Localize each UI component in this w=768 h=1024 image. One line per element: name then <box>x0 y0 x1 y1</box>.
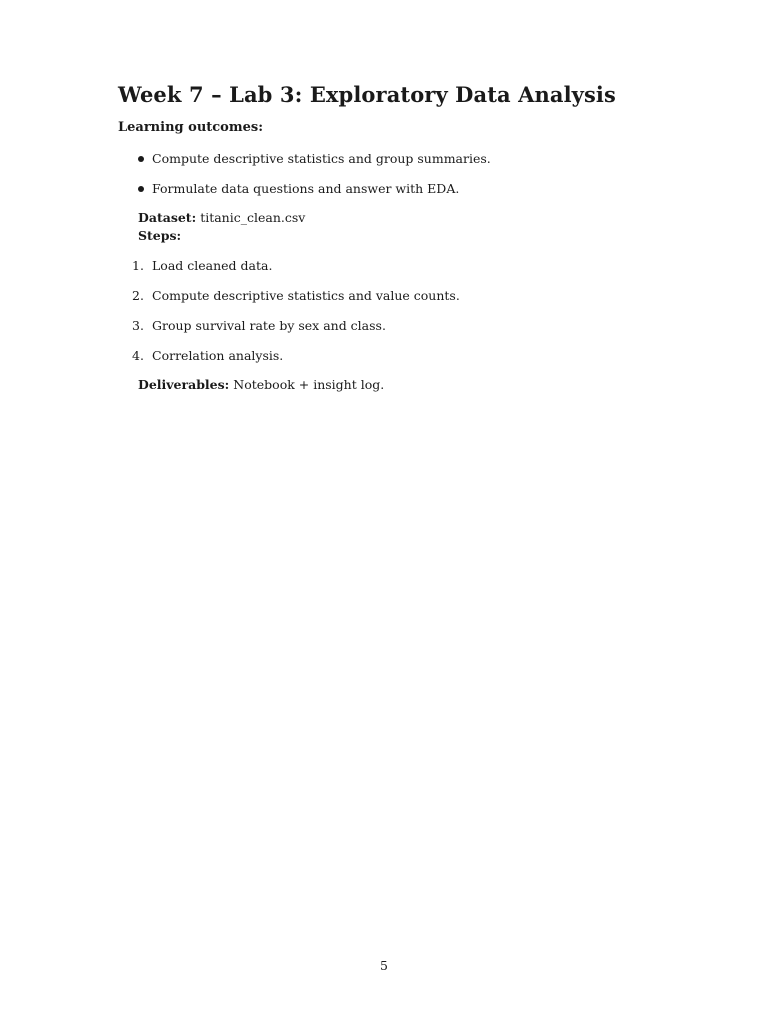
bullet-icon <box>138 156 144 162</box>
deliverables-value: Notebook + insight log. <box>233 377 385 392</box>
step-number: 4. <box>132 348 144 363</box>
list-item <box>138 180 491 210</box>
dataset-value: titanic_clean.csv <box>200 210 306 225</box>
step-number: 2. <box>132 288 144 303</box>
step-text: Compute descriptive statistics and value counts. <box>152 288 460 303</box>
step-number: 1. <box>132 258 144 273</box>
steps-list <box>132 257 460 377</box>
step-item <box>132 317 460 347</box>
step-item <box>132 287 460 317</box>
dataset-label: Dataset: <box>138 210 197 225</box>
list-item <box>138 150 491 180</box>
step-item <box>132 347 460 377</box>
list-item-text: Compute descriptive statistics and group summaries. <box>152 151 491 166</box>
step-text: Group survival rate by sex and class. <box>152 318 386 333</box>
step-number: 3. <box>132 318 144 333</box>
dataset-line <box>138 209 305 227</box>
page-number: 5 <box>380 958 388 973</box>
list-item-text: Formulate data questions and answer with EDA. <box>152 181 460 196</box>
steps-heading: Steps: <box>138 228 182 243</box>
step-text: Load cleaned data. <box>152 258 273 273</box>
deliverables-label: Deliverables: <box>138 377 230 392</box>
page-title: Week 7 – Lab 3: Exploratory Data Analysis <box>118 82 616 107</box>
deliverables-line <box>138 376 384 394</box>
step-text: Correlation analysis. <box>152 348 284 363</box>
bullet-icon <box>138 186 144 192</box>
learning-outcomes-list <box>138 150 491 210</box>
step-item <box>132 257 460 287</box>
learning-outcomes-heading: Learning outcomes: <box>118 120 263 135</box>
